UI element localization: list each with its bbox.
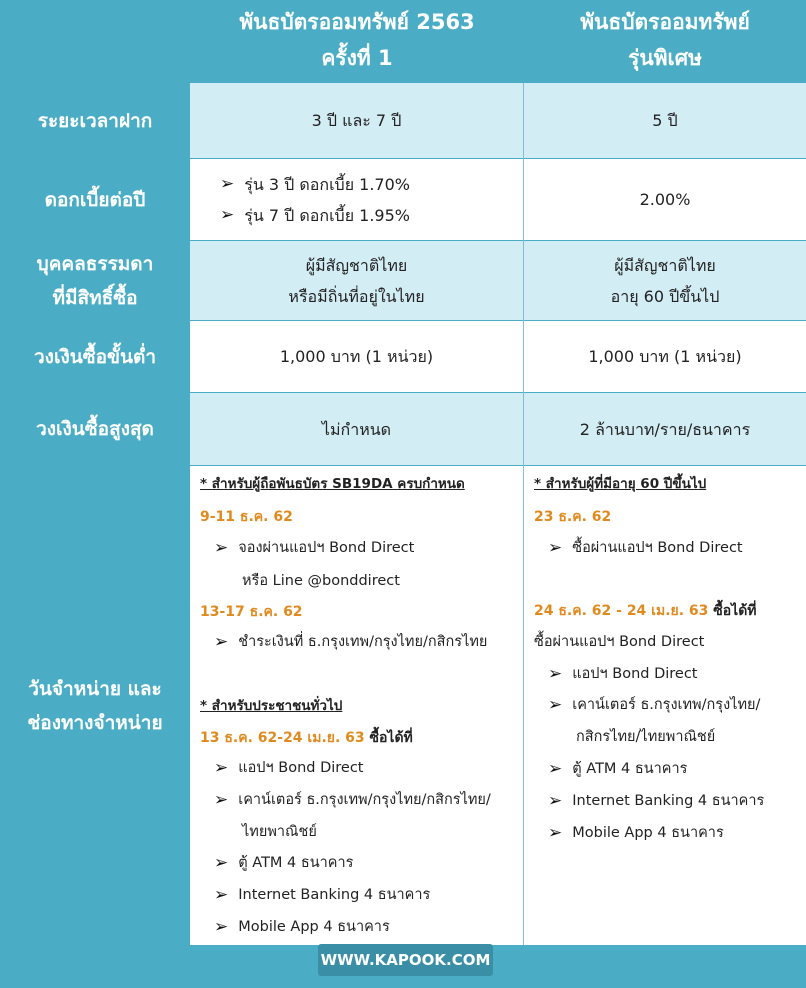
- sale-col1-c2-cont: ไทยพาณิชย์: [242, 824, 317, 840]
- arrow-bullet-icon: ➢: [220, 173, 235, 194]
- period-col1: 3 ปี และ 7 ปี: [190, 83, 523, 158]
- label-period: ระยะเวลาฝาก: [37, 109, 153, 132]
- sale-col2-c1: ➢ แอปฯ Bond Direct: [548, 663, 698, 684]
- sale-col1-c3: ➢ ตู้ ATM 4 ธนาคาร: [214, 852, 354, 873]
- label-min: วงเงินซื้อขั้นต่ำ: [34, 345, 156, 368]
- sale-col1-b1: ➢ จองผ่านแอปฯ Bond Direct: [214, 537, 415, 558]
- sale-col2-note1: * สำหรับผู้ที่มีอายุ 60 ปีขึ้นไป: [534, 476, 707, 492]
- sale-col2-c5: ➢ Mobile App 4 ธนาคาร: [548, 822, 724, 843]
- arrow-bullet-icon: ➢: [214, 789, 229, 810]
- label-interest: ดอกเบี้ยต่อปี: [44, 188, 146, 211]
- arrow-bullet-icon: ➢: [548, 663, 563, 684]
- sale-col1-c5: ➢ Mobile App 4 ธนาคาร: [214, 916, 390, 937]
- sale-col1-date3: 13 ธ.ค. 62-24 เม.ย. 63 ซื้อได้ที่: [200, 730, 413, 746]
- label-sale: วันจำหน่าย และ ช่องทางจำหน่าย: [27, 678, 163, 734]
- sale-col2-c3: ➢ ตู้ ATM 4 ธนาคาร: [548, 758, 688, 779]
- header-col2-line1: พันธบัตรออมทรัพย์: [580, 10, 750, 34]
- sale-col2-b1: ➢ ซื้อผ่านแอปฯ Bond Direct: [548, 537, 743, 558]
- arrow-bullet-icon: ➢: [214, 852, 229, 873]
- sale-col1-note2: * สำหรับประชาชนทั่วไป: [200, 698, 343, 714]
- sale-col1-date1: 9-11 ธ.ค. 62: [200, 509, 293, 525]
- sale-col2-date1: 23 ธ.ค. 62: [534, 509, 612, 525]
- arrow-bullet-icon: ➢: [548, 822, 563, 843]
- arrow-bullet-icon: ➢: [214, 631, 229, 652]
- eligible-col1: ผู้มีสัญชาติไทย หรือมีถิ่นที่อยู่ในไทย: [190, 241, 523, 320]
- sale-col1-c1: ➢ แอปฯ Bond Direct: [214, 757, 364, 778]
- sale-col2-date2: 24 ธ.ค. 62 - 24 เม.ย. 63 ซื้อได้ที่: [534, 603, 757, 619]
- arrow-bullet-icon: ➢: [548, 694, 563, 715]
- arrow-bullet-icon: ➢: [214, 884, 229, 905]
- interest-item-3y: ➢ รุ่น 3 ปี ดอกเบี้ย 1.70%: [220, 169, 410, 200]
- arrow-bullet-icon: ➢: [548, 758, 563, 779]
- sale-col2-intro: ซื้อผ่านแอปฯ Bond Direct: [534, 634, 705, 650]
- sale-col2-c4: ➢ Internet Banking 4 ธนาคาร: [548, 790, 765, 811]
- interest-col1: [190, 159, 523, 240]
- header-col1-line2: ครั้งที่ 1: [321, 46, 393, 70]
- sale-col2-c2-cont: กสิกรไทย/ไทยพาณิชย์: [576, 729, 716, 745]
- site-watermark: WWW.KAPOOK.COM: [318, 944, 493, 976]
- header-col1-line1: พันธบัตรออมทรัพย์ 2563: [239, 10, 475, 34]
- sale-col1-note1: * สำหรับผู้ถือพันธบัตร SB19DA ครบกำหนด: [200, 476, 465, 492]
- label-max: วงเงินซื้อสูงสุด: [36, 418, 154, 440]
- sale-col2: [524, 466, 806, 945]
- min-col2: 1,000 บาท (1 หน่วย): [524, 321, 806, 392]
- sale-col1: [190, 466, 523, 945]
- arrow-bullet-icon: ➢: [548, 790, 563, 811]
- period-col2: 5 ปี: [524, 83, 806, 158]
- interest-col2: 2.00%: [524, 159, 806, 240]
- arrow-bullet-icon: ➢: [214, 537, 229, 558]
- sale-col2-c2: ➢ เคาน์เตอร์ ธ.กรุงเทพ/กรุงไทย/: [548, 694, 761, 715]
- min-col1: 1,000 บาท (1 หน่วย): [190, 321, 523, 392]
- eligible-col2: ผู้มีสัญชาติไทย อายุ 60 ปีขึ้นไป: [524, 241, 806, 320]
- header-col2-line2: รุ่นพิเศษ: [628, 46, 702, 70]
- arrow-bullet-icon: ➢: [220, 204, 235, 225]
- sale-col1-b2: ➢ ชำระเงินที่ ธ.กรุงเทพ/กรุงไทย/กสิกรไทย: [214, 631, 488, 652]
- interest-item-7y: ➢ รุ่น 7 ปี ดอกเบี้ย 1.95%: [220, 200, 410, 231]
- header-col1: [190, 4, 524, 76]
- header-col2: [524, 4, 806, 76]
- arrow-bullet-icon: ➢: [214, 916, 229, 937]
- sale-col1-c2: ➢ เคาน์เตอร์ ธ.กรุงเทพ/กรุงไทย/กสิกรไทย/: [214, 789, 491, 810]
- sale-col1-c4: ➢ Internet Banking 4 ธนาคาร: [214, 884, 431, 905]
- arrow-bullet-icon: ➢: [548, 537, 563, 558]
- column-divider: [523, 83, 524, 945]
- sale-col1-date2: 13-17 ธ.ค. 62: [200, 604, 303, 620]
- max-col1: ไม่กำหนด: [190, 393, 523, 465]
- label-eligible: บุคคลธรรมดา ที่มีสิทธิ์ซื้อ: [36, 252, 154, 309]
- max-col2: 2 ล้านบาท/ราย/ธนาคาร: [524, 393, 806, 465]
- sale-col1-b1-cont: หรือ Line @bonddirect: [242, 573, 400, 589]
- arrow-bullet-icon: ➢: [214, 757, 229, 778]
